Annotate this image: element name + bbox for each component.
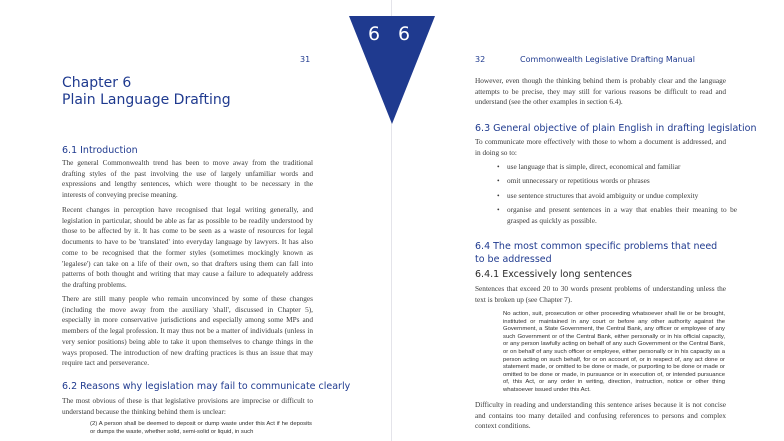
paragraph-6-4-1: Sentences that exceed 20 to 30 words present problems of understanding unless the text is broken up (see Chapter 7). [475, 284, 726, 304]
paragraph-6-2-1: The most obvious of these is that legislative provisions are imprecise or difficult to understand because the thinking behind them is unclear: [62, 396, 313, 416]
bullet-icon: • [497, 190, 500, 200]
chapter-tab-triangle [349, 16, 435, 124]
chapter-label: Chapter 6 [62, 75, 132, 91]
quote-6-2: (2) A person shall be deemed to deposit or dump waste under this Act if he deposits or dumps the waste, whether solid, semi-solid or liquid, in such [90, 421, 312, 435]
paragraph-6-1-2: Recent changes in perception have recognised that legal writing generally, and legislation in particular, should be able as far as possible to be readily understood by those to be affected by it. It has come to be seen as a waste of resources for legal documents to have to be 'translated' into everyday language by lawyers. It has also come to be recognised that the former styles (sometimes mockingly known as 'legalese') can take on a life of their own, so that drafters using them can fall into patterns of both thought and writing that may cause a failure to adequately address the drafting problems. [62, 205, 313, 289]
paragraph-6-4-2: Difficulty in reading and understanding this sentence arises because it is not concise and contains too many detailed and confusing references to persons and complex context conditions. [475, 400, 726, 431]
list-item: • use language that is simple, direct, economical and familiar [497, 162, 681, 171]
paragraph-top: However, even though the thinking behind them is probably clear and the language attempts to be precise, they may still for various reasons be difficult to read and understand (see the other examples in section 6.4). [475, 76, 726, 107]
list-item: • omit unnecessary or repetitious words or phrases [497, 176, 650, 186]
objectives-list [497, 162, 737, 230]
chapter-title: Plain Language Drafting [62, 92, 231, 108]
section-heading-6-4: 6.4 The most common specific problems that need to be addressed [475, 241, 718, 265]
section-heading-6-3: 6.3 General objective of plain English in drafting legislation [475, 123, 757, 134]
section-heading-6-2: 6.2 Reasons why legislation may fail to communicate clearly [62, 381, 351, 392]
list-item: • use sentence structures that avoid ambiguity or undue complexity [497, 190, 699, 200]
paragraph-6-3-1: To communicate more effectively with those to whom a document is addressed, and in doing so to: [475, 137, 726, 157]
paragraph-6-1-3: There are still many people who remain unconvinced by some of these changes (including the move away from the auxiliary 'shall', discussed in Chapter 5), especially in more conservative jurisdictions and especially among some MPs and members of the legal profession. It may thus not be a matter of individuals (unless in very senior positions) being able to take it upon themselves to change things in the ways proposed. The introduction of new drafting practices is thus an issue that may require tact and perseverance. [62, 294, 313, 368]
page-number-left: 31 [300, 55, 311, 64]
quote-6-4-1: No action, suit, prosecution or other proceeding whatsoever shall lie or be brought, instituted or maintained in any court or before any other authority against the Government, a State Government, the Central Bank, any officer or employee of any such Government or of the Central Bank, either personally or in his official capacity, or any person lawfully acting on behalf of any such Government or the Central Bank, or on behalf of any such officer or employee, either personally or in his capacity as a person acting on such behalf, for or on account of, or in respect of, any act done or statement made, or omitted to be done or made, or purporting to be done or made or omitted to be done or made, in pursuance or in execution of, or intended pursuance of, this Act, or any order in writing, direction, instruction, notice or other thing whatsoever issued under this Act. [503, 311, 725, 393]
section-heading-6-1: 6.1 Introduction [62, 145, 138, 156]
bullet-icon: • [497, 204, 500, 214]
chapter-number-left: 6 [368, 23, 381, 45]
chapter-number-right: 6 [398, 23, 411, 45]
subsection-heading-6-4-1: 6.4.1 Excessively long sentences [475, 269, 632, 280]
bullet-icon: • [497, 176, 500, 186]
running-head: Commonwealth Legislative Drafting Manual [520, 55, 695, 64]
page-number-right: 32 [475, 55, 486, 64]
chapter-heading [62, 75, 231, 109]
paragraph-6-1-1: The general Commonwealth trend has been to move away from the traditional drafting styles of the past involving the use of largely unfamiliar words and expressions and lengthy sentences, which were thought to be necessary in the interests of conveying precise meaning. [62, 158, 313, 200]
bullet-icon: • [497, 162, 500, 171]
list-item: • organise and present sentences in a way that enables their meaning to be grasped as quickly as possible. [497, 204, 737, 225]
